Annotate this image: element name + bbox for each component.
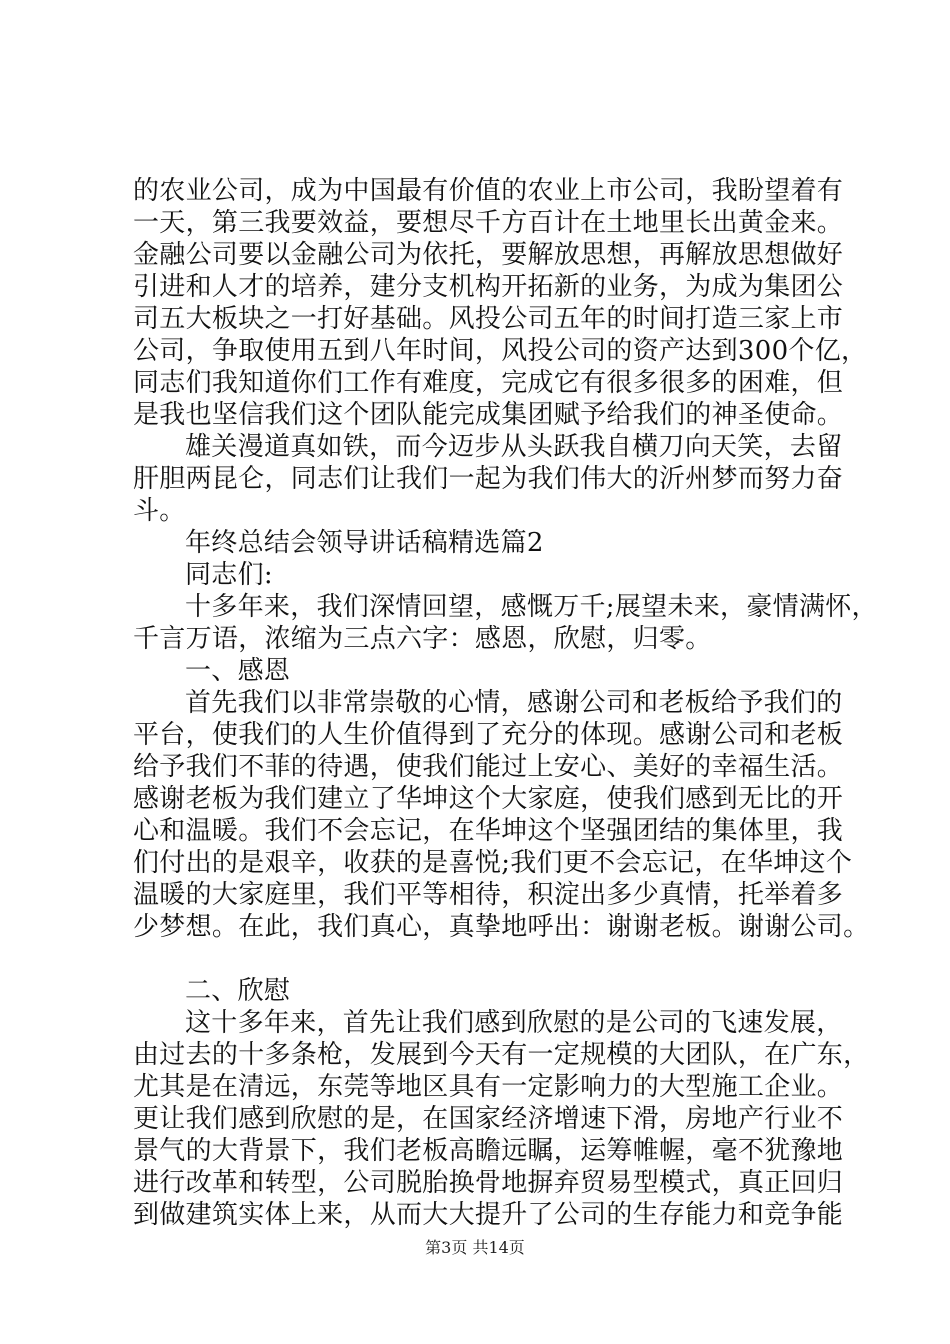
text-line: 由过去的十多条枪，发展到今天有一定规模的大团队，在广东， (133, 1040, 870, 1070)
salutation: 同志们: (185, 560, 273, 590)
text-line: 一天，第三我要效益，要想尽千方百计在土地里长出黄金来。 (133, 208, 844, 238)
text-line: 温暖的大家庭里，我们平等相待，积淀出多少真情，托举着多 (133, 880, 844, 910)
text-line: 少梦想。在此，我们真心，真挚地呼出：谢谢老板。谢谢公司。 (133, 912, 870, 942)
text-line: 这十多年来，首先让我们感到欣慰的是公司的飞速发展， (185, 1008, 843, 1038)
text-line: 首先我们以非常崇敬的心情，感谢公司和老板给予我们的 (185, 688, 843, 718)
text-line: 金融公司要以金融公司为依托，要解放思想，再解放思想做好 (133, 240, 844, 270)
section-title: 年终总结会领导讲话稿精选篇2 (185, 528, 544, 558)
text-line: 是我也坚信我们这个团队能完成集团赋予给我们的神圣使命。 (133, 400, 844, 430)
text-line: 肝胆两昆仑，同志们让我们一起为我们伟大的沂州梦而努力奋 (133, 464, 844, 494)
text-line: 引进和人才的培养，建分支机构开拓新的业务，为成为集团公 (133, 272, 844, 302)
text-line: 同志们我知道你们工作有难度，完成它有很多很多的困难，但 (133, 368, 844, 398)
text-line: 十多年来，我们深情回望，感慨万千;展望未来，豪情满怀， (185, 592, 878, 622)
text-line: 公司，争取使用五到八年时间，风投公司的资产达到300个亿， (133, 336, 868, 366)
section-heading: 一、感恩 (185, 656, 291, 686)
text-line: 到做建筑实体上来，从而大大提升了公司的生存能力和竞争能 (133, 1200, 844, 1230)
text-line: 们付出的是艰辛，收获的是喜悦;我们更不会忘记，在华坤这个 (133, 848, 853, 878)
text-line: 雄关漫道真如铁，而今迈步从头跃我自横刀向天笑，去留 (185, 432, 843, 462)
text-line: 更让我们感到欣慰的是，在国家经济增速下滑，房地产行业不 (133, 1104, 844, 1134)
section-heading: 二、欣慰 (185, 976, 291, 1006)
text-line: 的农业公司，成为中国最有价值的农业上市公司，我盼望着有 (133, 176, 844, 206)
text-line: 进行改革和转型，公司脱胎换骨地摒弃贸易型模式，真正回归 (133, 1168, 844, 1198)
text-line: 斗。 (133, 496, 186, 526)
page-number-footer: 第3页 共14页 (425, 1238, 525, 1257)
text-line: 司五大板块之一打好基础。风投公司五年的时间打造三家上市 (133, 304, 844, 334)
text-line: 感谢老板为我们建立了华坤这个大家庭，使我们感到无比的开 (133, 784, 844, 814)
text-line: 心和温暖。我们不会忘记，在华坤这个坚强团结的集体里，我 (133, 816, 844, 846)
text-line: 尤其是在清远，东莞等地区具有一定影响力的大型施工企业。 (133, 1072, 844, 1102)
text-line: 给予我们不菲的待遇，使我们能过上安心、美好的幸福生活。 (133, 752, 844, 782)
text-line: 平台，使我们的人生价值得到了充分的体现。感谢公司和老板 (133, 720, 844, 750)
text-line: 景气的大背景下，我们老板高瞻远瞩，运筹帷幄，毫不犹豫地 (133, 1136, 844, 1166)
text-line: 千言万语，浓缩为三点六字：感恩，欣慰，归零。 (133, 624, 712, 654)
